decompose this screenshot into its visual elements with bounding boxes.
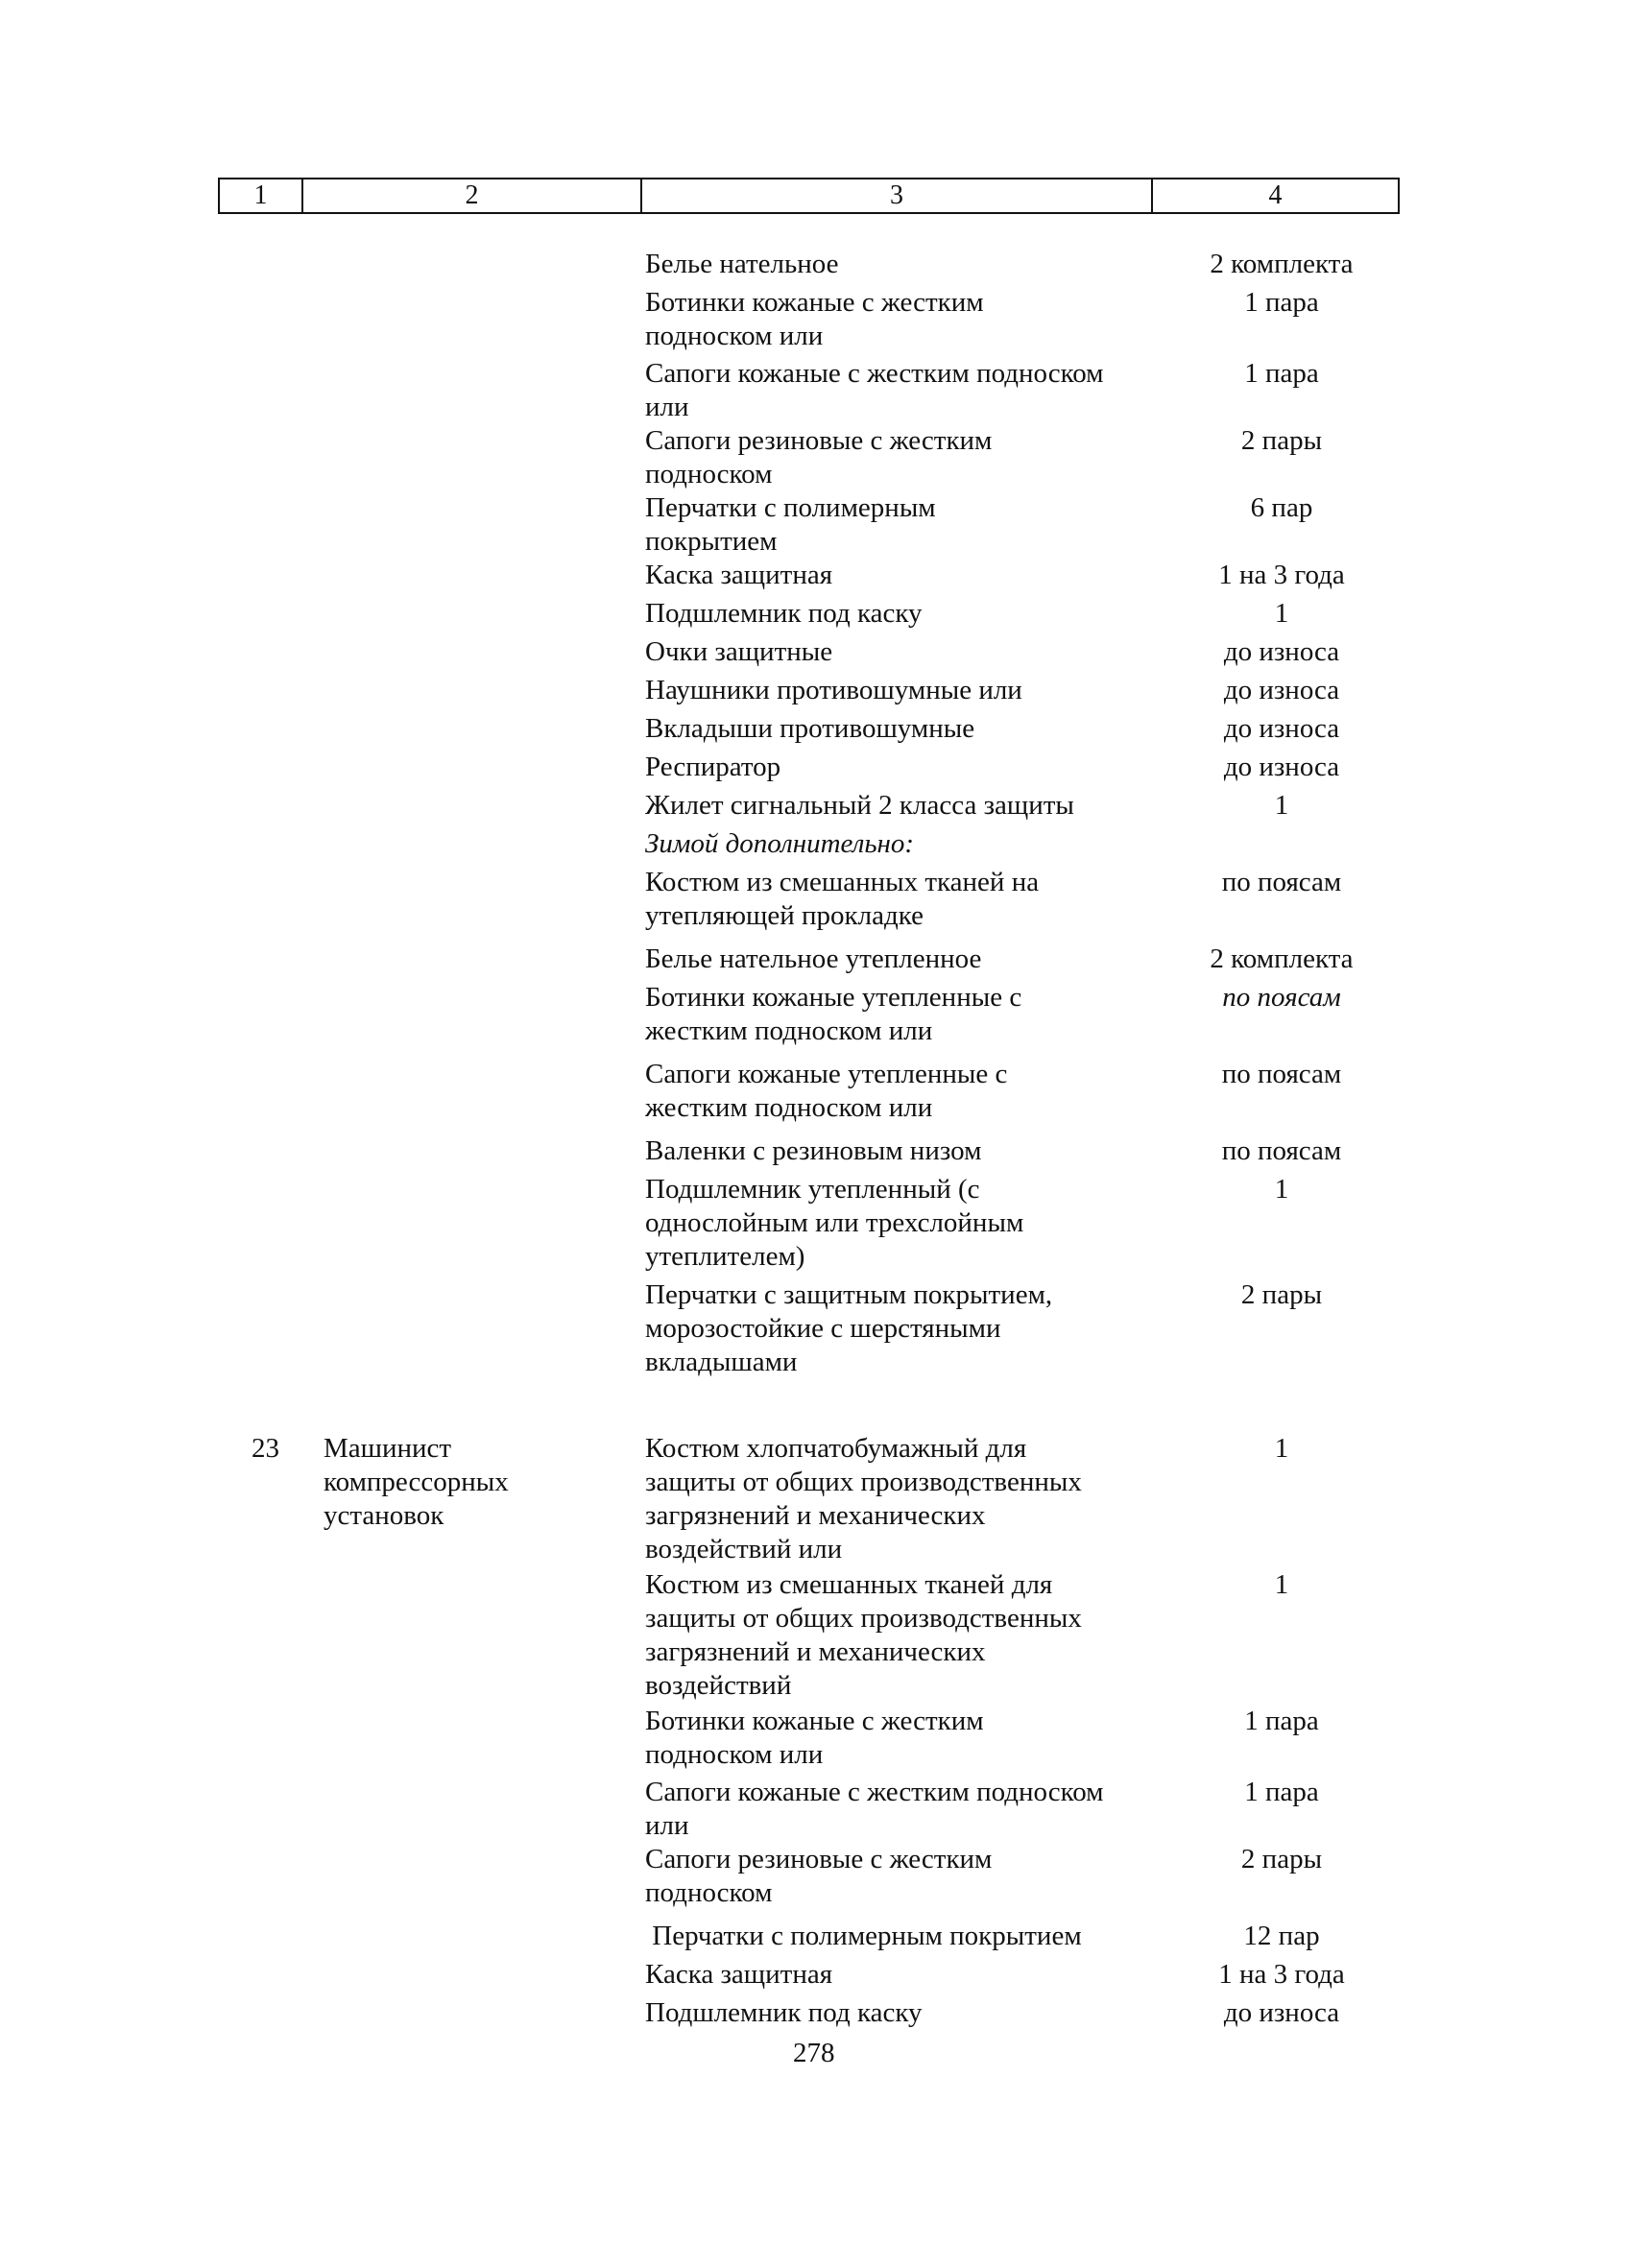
item-quantity: 1 пара xyxy=(1244,287,1319,318)
item-quantity: 1 xyxy=(1274,1569,1289,1600)
item-name: Перчатки с полимерным покрытием xyxy=(645,492,936,557)
item-name: Ботинки кожаные с жестким подноском или xyxy=(645,1706,984,1770)
item-quantity: до износа xyxy=(1223,713,1340,744)
item-name: Вкладыши противошумные xyxy=(645,713,975,744)
item-name: Валенки с резиновым низом xyxy=(645,1135,982,1166)
page-number: 278 xyxy=(793,2038,835,2068)
item-name: Каска защитная xyxy=(645,1959,833,1990)
item-quantity: 1 на 3 года xyxy=(1218,560,1345,590)
item-quantity: 2 комплекта xyxy=(1210,249,1354,279)
item-quantity: 1 пара xyxy=(1244,1777,1319,1807)
item-quantity: до износа xyxy=(1223,675,1340,705)
item-name: Респиратор xyxy=(645,752,781,782)
item-quantity: 1 пара xyxy=(1244,358,1319,389)
item-quantity: 1 на 3 года xyxy=(1218,1959,1345,1990)
column-header-3: 3 xyxy=(642,179,1153,212)
item-name: Белье нательное xyxy=(645,249,839,279)
column-header-2: 2 xyxy=(303,179,642,212)
item-quantity: 1 пара xyxy=(1244,1706,1319,1736)
item-name: Костюм из смешанных тканей для защиты от общих производственных загрязнений и механических воздействий xyxy=(645,1569,1082,1701)
item-quantity: по поясам xyxy=(1221,867,1342,897)
item-name: Сапоги кожаные утепленные с жестким подноском или xyxy=(645,1059,1008,1123)
item-name: Сапоги кожаные с жестким подноском или xyxy=(645,358,1104,422)
item-quantity: 2 комплекта xyxy=(1210,943,1354,974)
item-name: Очки защитные xyxy=(645,636,833,667)
item-name: Костюм из смешанных тканей на утепляющей прокладке xyxy=(645,867,1040,931)
item-name: Ботинки кожаные с жестким подноском или xyxy=(645,287,984,351)
item-name: Сапоги кожаные с жестким подноском или xyxy=(645,1777,1104,1841)
item-quantity: 1 xyxy=(1274,1174,1289,1205)
item-name: Жилет сигнальный 2 класса защиты xyxy=(645,790,1074,821)
item-name: Белье нательное утепленное xyxy=(645,943,982,974)
column-header-4: 4 xyxy=(1268,180,1283,210)
item-name: Перчатки с полимерным покрытием xyxy=(645,1921,1082,1951)
item-quantity: 2 пары xyxy=(1240,1844,1323,1874)
item-name: Каска защитная xyxy=(645,560,833,590)
profession-name: Машинист компрессорных установок xyxy=(324,1433,509,1531)
item-quantity: 1 xyxy=(1274,790,1289,821)
item-quantity: 2 пары xyxy=(1240,1279,1323,1310)
item-name: Костюм хлопчатобумажный для защиты от общих производственных загрязнений и механических воздействий или xyxy=(645,1433,1082,1564)
item-quantity: до износа xyxy=(1223,636,1340,667)
item-quantity: 1 xyxy=(1274,1433,1289,1464)
item-quantity: по поясам xyxy=(1221,1135,1342,1166)
item-name: Сапоги резиновые с жестким подноском xyxy=(645,425,993,489)
item-name: Сапоги резиновые с жестким подноском xyxy=(645,1844,993,1908)
item-quantity: 12 пар xyxy=(1243,1921,1320,1951)
item-name: Ботинки кожаные утепленные с жестким подноском или xyxy=(645,982,1022,1046)
row-number: 23 xyxy=(252,1433,279,1464)
item-name: Подшлемник под каску xyxy=(645,598,923,629)
item-quantity: по поясам xyxy=(1221,1059,1342,1089)
item-quantity: до износа xyxy=(1223,1997,1340,2028)
column-header-row xyxy=(218,178,1400,214)
item-quantity: 2 пары xyxy=(1240,425,1323,456)
item-name: Подшлемник под каску xyxy=(645,1997,923,2028)
item-name: Перчатки с защитным покрытием, морозостойкие с шерстяными вкладышами xyxy=(645,1279,1053,1377)
item-quantity: до износа xyxy=(1223,752,1340,782)
item-quantity: 6 пар xyxy=(1250,492,1313,523)
item-quantity: 1 xyxy=(1274,598,1289,629)
item-name: Наушники противошумные или xyxy=(645,675,1022,705)
item-name: Подшлемник утепленный (с однослойным или трехслойным утеплителем) xyxy=(645,1174,1024,1272)
winter-note: Зимой дополнительно: xyxy=(645,828,915,859)
item-quantity: по поясам xyxy=(1222,982,1341,1013)
column-header-1: 1 xyxy=(220,179,303,212)
